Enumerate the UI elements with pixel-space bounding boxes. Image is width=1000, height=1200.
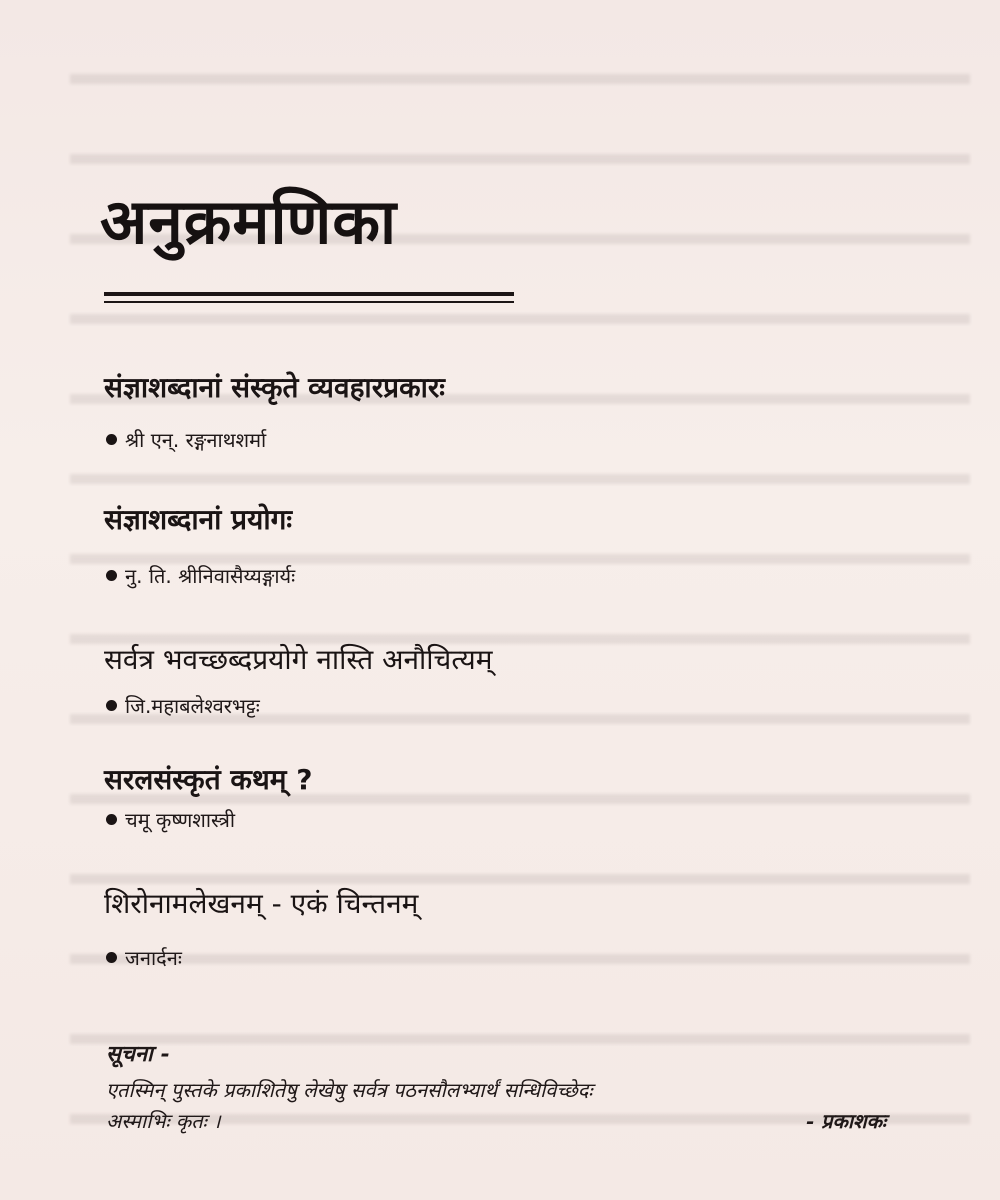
entry-author-1-text: श्री एन्. रङ्गनाथशर्मा xyxy=(125,428,267,452)
entry-author-4-text: चमू कृष्णशास्त्री xyxy=(125,808,236,832)
page-title: अनुक्रमणिका xyxy=(100,185,398,258)
entry-author-4 xyxy=(106,806,235,833)
entry-title-5: शिरोनामलेखनम् - एकं चिन्तनम् xyxy=(104,887,419,920)
entry-author-2-text: नु. ति. श्रीनिवासैय्यङ्गार्यः xyxy=(125,564,296,588)
note-line-1: एतस्मिन् पुस्तके प्रकाशितेषु लेखेषु सर्वत्र पठनसौलभ्यार्थं सन्धिविच्छेदः xyxy=(106,1078,593,1102)
bullet-icon xyxy=(106,434,117,445)
title-rule-thick xyxy=(104,292,514,296)
note-heading: सूचना - xyxy=(106,1041,170,1067)
entry-title-3: सर्वत्र भवच्छब्दप्रयोगे नास्ति अनौचित्यम् xyxy=(104,643,493,676)
entry-title-4: सरलसंस्कृतं कथम् ? xyxy=(104,763,313,796)
entry-title-1: संज्ञाशब्दानां संस्कृते व्यवहारप्रकारः xyxy=(104,371,445,404)
bullet-icon xyxy=(106,814,117,825)
note-line-2-row xyxy=(106,1107,886,1134)
entry-author-3 xyxy=(106,692,260,719)
entry-author-5 xyxy=(106,944,182,971)
entry-author-2 xyxy=(106,562,295,589)
publisher-signature: - प्रकाशकः xyxy=(805,1109,886,1133)
note-block xyxy=(106,1038,886,1134)
entry-author-5-text: जनार्दनः xyxy=(125,946,182,970)
entry-author-1 xyxy=(106,426,266,453)
title-rule-thin xyxy=(104,301,514,303)
note-line-2: अस्माभिः कृतः । xyxy=(106,1109,221,1133)
bullet-icon xyxy=(106,700,117,711)
entry-title-2: संज्ञाशब्दानां प्रयोगः xyxy=(104,503,292,536)
bullet-icon xyxy=(106,952,117,963)
entry-author-3-text: जि.महाबलेश्वरभट्टः xyxy=(125,694,260,718)
bullet-icon xyxy=(106,570,117,581)
